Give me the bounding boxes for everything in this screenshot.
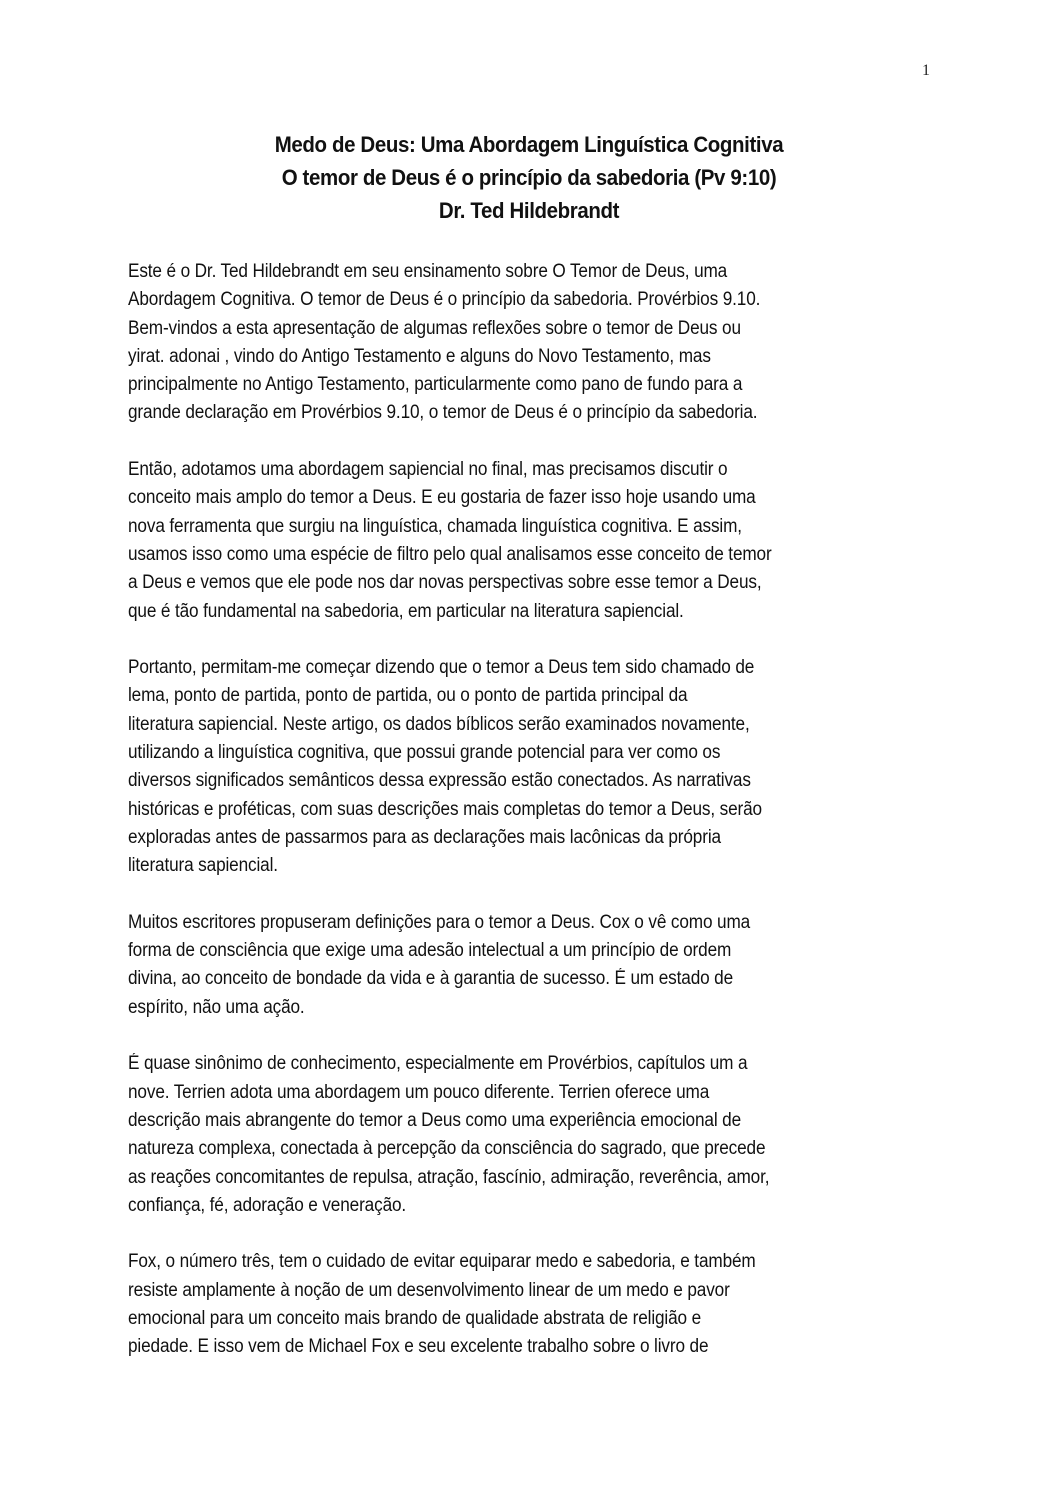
text-line: piedade. E isso vem de Michael Fox e seu excelente trabalho sobre o livro de — [128, 1336, 709, 1358]
text-line: históricas e proféticas, com suas descrições mais completas do temor a Deus, serão — [128, 798, 762, 820]
paragraph-approach — [128, 456, 948, 626]
text-line: divina, ao conceito de bondade da vida e à garantia de sucesso. É um estado de — [128, 968, 734, 990]
text-line: yirat. adonai , vindo do Antigo Testamento e alguns do Novo Testamento, mas — [128, 345, 711, 367]
document-title — [0, 128, 1058, 227]
page-number: 1 — [922, 62, 930, 79]
text-line: Portanto, permitam-me começar dizendo que o temor a Deus tem sido chamado de — [128, 657, 755, 679]
text-line: Fox, o número três, tem o cuidado de evitar equiparar medo e sabedoria, e também — [128, 1251, 756, 1273]
text-line: que é tão fundamental na sabedoria, em particular na literatura sapiencial. — [128, 600, 684, 622]
text-line: nova ferramenta que surgiu na linguística, chamada linguística cognitiva. E assim, — [128, 515, 742, 537]
paragraph-intro — [128, 258, 948, 428]
paragraph-terrien — [128, 1050, 948, 1220]
text-line: literatura sapiencial. Neste artigo, os dados bíblicos serão examinados novamente, — [128, 713, 750, 735]
paragraph-definitions — [128, 909, 948, 1022]
text-line: grande declaração em Provérbios 9.10, o temor de Deus é o princípio da sabedoria. — [128, 402, 758, 424]
text-line: utilizando a linguística cognitiva, que possui grande potencial para ver como os — [128, 742, 721, 764]
text-line: literatura sapiencial. — [128, 855, 278, 877]
text-line: diversos significados semânticos dessa expressão estão conectados. As narrativas — [128, 770, 751, 792]
title-author: Dr. Ted Hildebrandt — [438, 198, 620, 223]
text-line: principalmente no Antigo Testamento, particularmente como pano de fundo para a — [128, 374, 743, 396]
text-line: natureza complexa, conectada à percepção da consciência do sagrado, que precede — [128, 1138, 766, 1160]
text-line: É quase sinônimo de conhecimento, especialmente em Provérbios, capítulos um a — [128, 1053, 748, 1075]
title-subtitle: O temor de Deus é o princípio da sabedoria (Pv 9:10) — [281, 165, 777, 190]
text-line: Muitos escritores propuseram definições para o temor a Deus. Cox o vê como uma — [128, 911, 751, 933]
text-line: lema, ponto de partida, ponto de partida, ou o ponto de partida principal da — [128, 685, 688, 707]
text-line: as reações concomitantes de repulsa, atração, fascínio, admiração, reverência, amor, — [128, 1166, 770, 1188]
text-line: forma de consciência que exige uma adesão intelectual a um princípio de ordem — [128, 940, 732, 962]
paragraph-fox — [128, 1248, 948, 1361]
text-line: conceito mais amplo do temor a Deus. E eu gostaria de fazer isso hoje usando uma — [128, 487, 756, 509]
text-line: nove. Terrien adota uma abordagem um pouco diferente. Terrien oferece uma — [128, 1081, 710, 1103]
text-line: resiste amplamente à noção de um desenvolvimento linear de um medo e pavor — [128, 1279, 730, 1301]
text-line: emocional para um conceito mais brando de qualidade abstrata de religião e — [128, 1307, 702, 1329]
text-line: Então, adotamos uma abordagem sapiencial no final, mas precisamos discutir o — [128, 459, 728, 481]
text-line: confiança, fé, adoração e veneração. — [128, 1194, 407, 1216]
title-main: Medo de Deus: Uma Abordagem Linguística Cognitiva — [274, 132, 784, 157]
text-line: usamos isso como uma espécie de filtro pelo qual analisamos esse conceito de temor — [128, 543, 772, 565]
text-line: espírito, não uma ação. — [128, 996, 305, 1018]
text-line: Este é o Dr. Ted Hildebrandt em seu ensinamento sobre O Temor de Deus, uma — [128, 261, 728, 282]
document-body — [128, 258, 948, 1390]
paragraph-motto — [128, 654, 948, 880]
text-line: Bem-vindos a esta apresentação de algumas reflexões sobre o temor de Deus ou — [128, 317, 741, 339]
text-line: exploradas antes de passarmos para as declarações mais lacônicas da própria — [128, 826, 721, 848]
text-line: Abordagem Cognitiva. O temor de Deus é o princípio da sabedoria. Provérbios 9.10. — [128, 289, 761, 311]
text-line: a Deus e vemos que ele pode nos dar novas perspectivas sobre esse temor a Deus, — [128, 572, 762, 594]
text-line: descrição mais abrangente do temor a Deus como uma experiência emocional de — [128, 1109, 741, 1131]
